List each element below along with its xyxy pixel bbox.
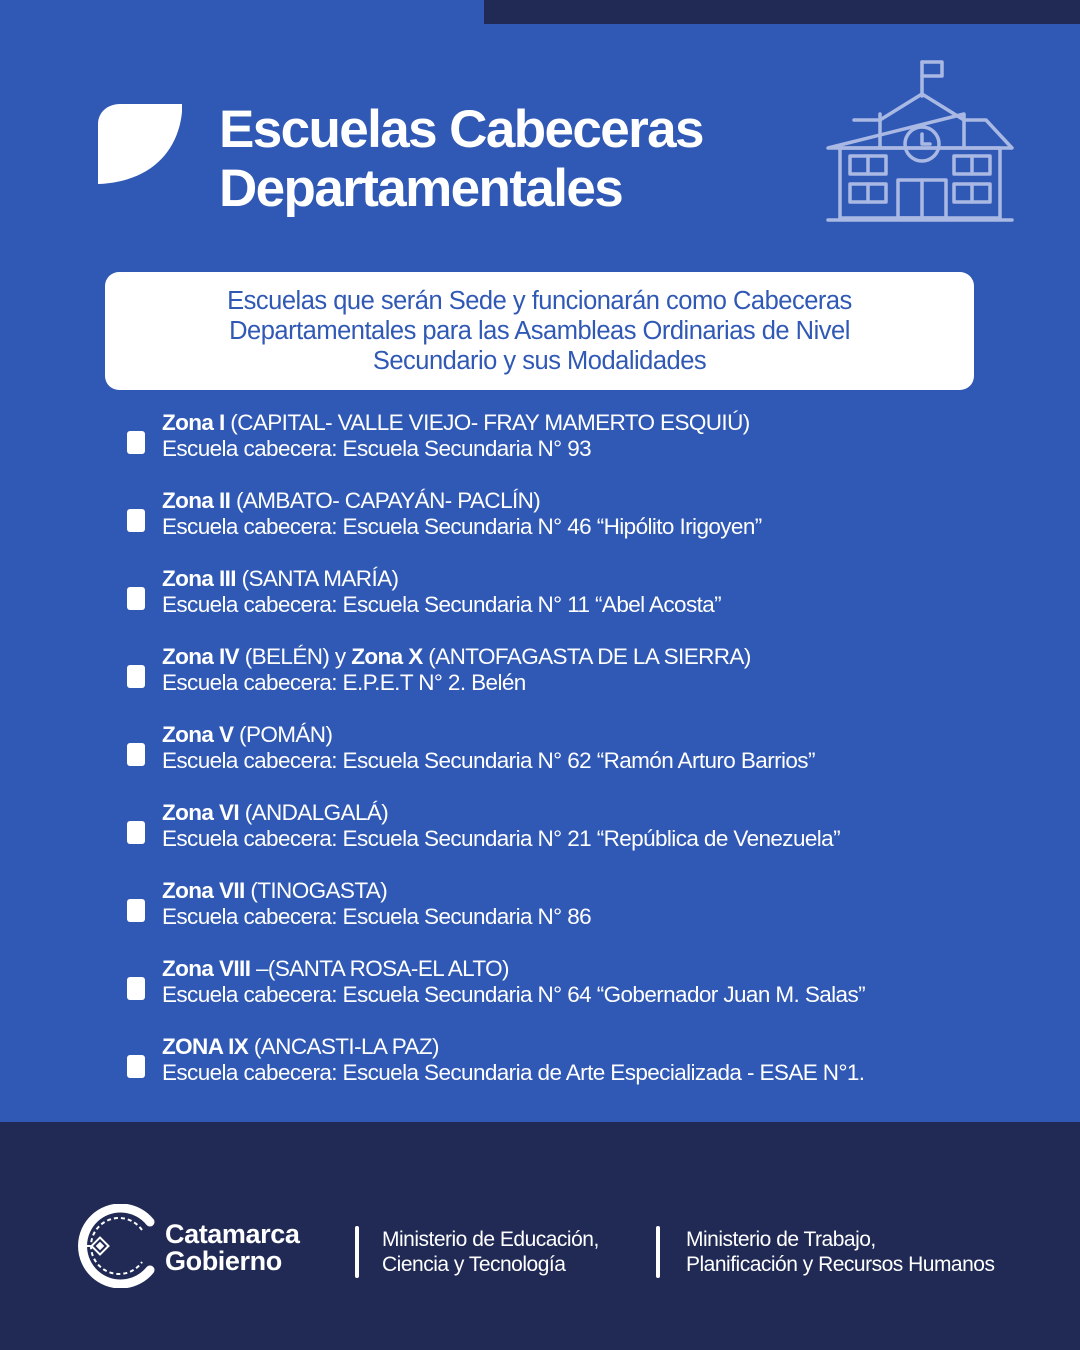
zone-list (0, 410, 1080, 1112)
ministry-labor-line-2: Planificación y Recursos Humanos (686, 1253, 995, 1276)
zone-school: Escuela cabecera: Escuela Secundaria N° 93 (162, 436, 592, 461)
top-accent-bar (484, 0, 1080, 24)
footer-divider (355, 1226, 359, 1278)
zone-region: (TINOGASTA) (244, 878, 388, 903)
title-line-2: Departamentales (219, 159, 623, 218)
leaf-icon (98, 104, 182, 184)
zone-region: (ANCASTI-LA PAZ) (248, 1034, 439, 1059)
list-item (0, 956, 1080, 1034)
ministry-education-line-1: Ministerio de Educación, (382, 1228, 599, 1251)
list-item (0, 722, 1080, 800)
list-item (0, 1034, 1080, 1112)
zone-label: Zona II (162, 488, 231, 513)
footer-divider (656, 1226, 660, 1278)
zone-school: Escuela cabecera: Escuela Secundaria de Arte Especializada - ESAE N°1. (162, 1060, 865, 1085)
brand-name (165, 1221, 300, 1275)
ministry-education-line-2: Ciencia y Tecnología (382, 1253, 566, 1276)
list-item (0, 488, 1080, 566)
list-item (0, 800, 1080, 878)
zone-label: Zona VIII (162, 956, 251, 981)
zone-region: (CAPITAL- VALLE VIEJO- FRAY MAMERTO ESQUIÚ) (224, 410, 750, 435)
zone-school: Escuela cabecera: E.P.E.T N° 2. Belén (162, 670, 526, 695)
zone-label: Zona VII (162, 878, 245, 903)
zone-label: ZONA IX (162, 1034, 249, 1059)
checkbox-icon (127, 1055, 145, 1078)
zone-label: Zona I (162, 410, 225, 435)
checkbox-icon (127, 821, 145, 844)
school-building-icon (826, 58, 1014, 224)
page-title (219, 100, 703, 218)
zone-school: Escuela cabecera: Escuela Secundaria N° 46 “Hipólito Irigoyen” (162, 514, 762, 539)
zone-school: Escuela cabecera: Escuela Secundaria N° 64 “Gobernador Juan M. Salas” (162, 982, 866, 1007)
catamarca-logo (72, 1204, 158, 1288)
brand-line-2: Gobierno (165, 1246, 282, 1276)
list-item (0, 878, 1080, 956)
checkbox-icon (127, 509, 145, 532)
zone-label: Zona III (162, 566, 236, 591)
zone-region: (POMÁN) (233, 722, 333, 747)
list-item (0, 410, 1080, 488)
zone-label: Zona IV (162, 644, 240, 669)
checkbox-icon (127, 977, 145, 1000)
zone-label: Zona V (162, 722, 234, 747)
ministry-labor (686, 1227, 994, 1277)
intro-line-1: Escuelas que serán Sede y funcionarán como Cabeceras (227, 287, 852, 315)
zone-label: Zona VI (162, 800, 240, 825)
list-item (0, 566, 1080, 644)
zone-school: Escuela cabecera: Escuela Secundaria N° 62 “Ramón Arturo Barrios” (162, 748, 815, 773)
zone-label-secondary: Zona X (351, 644, 423, 669)
checkbox-icon (127, 665, 145, 688)
checkbox-icon (127, 899, 145, 922)
checkbox-icon (127, 743, 145, 766)
intro-line-2: Departamentales para las Asambleas Ordinarias de Nivel (229, 317, 850, 345)
checkbox-icon (127, 587, 145, 610)
zone-school: Escuela cabecera: Escuela Secundaria N° 21 “República de Venezuela” (162, 826, 840, 851)
zone-region: (SANTA MARÍA) (235, 566, 399, 591)
zone-school: Escuela cabecera: Escuela Secundaria N° 11 “Abel Acosta” (162, 592, 722, 617)
ministry-education (382, 1227, 599, 1277)
intro-line-3: Secundario y sus Modalidades (372, 347, 707, 375)
intro-box (105, 272, 974, 390)
checkbox-icon (127, 431, 145, 454)
zone-region-secondary: (ANTOFAGASTA DE LA SIERRA) (422, 644, 751, 669)
ministry-labor-line-1: Ministerio de Trabajo, (686, 1228, 876, 1251)
zone-region: (AMBATO- CAPAYÁN- PACLÍN) (230, 488, 541, 513)
zone-region: (ANDALGALÁ) (239, 800, 389, 825)
title-line-1: Escuelas Cabeceras (219, 100, 703, 159)
brand-line-1: Catamarca (165, 1219, 300, 1249)
zone-region: –(SANTA ROSA-EL ALTO) (250, 956, 509, 981)
list-item (0, 644, 1080, 722)
zone-region: (BELÉN) y (239, 644, 352, 669)
zone-school: Escuela cabecera: Escuela Secundaria N° 86 (162, 904, 592, 929)
